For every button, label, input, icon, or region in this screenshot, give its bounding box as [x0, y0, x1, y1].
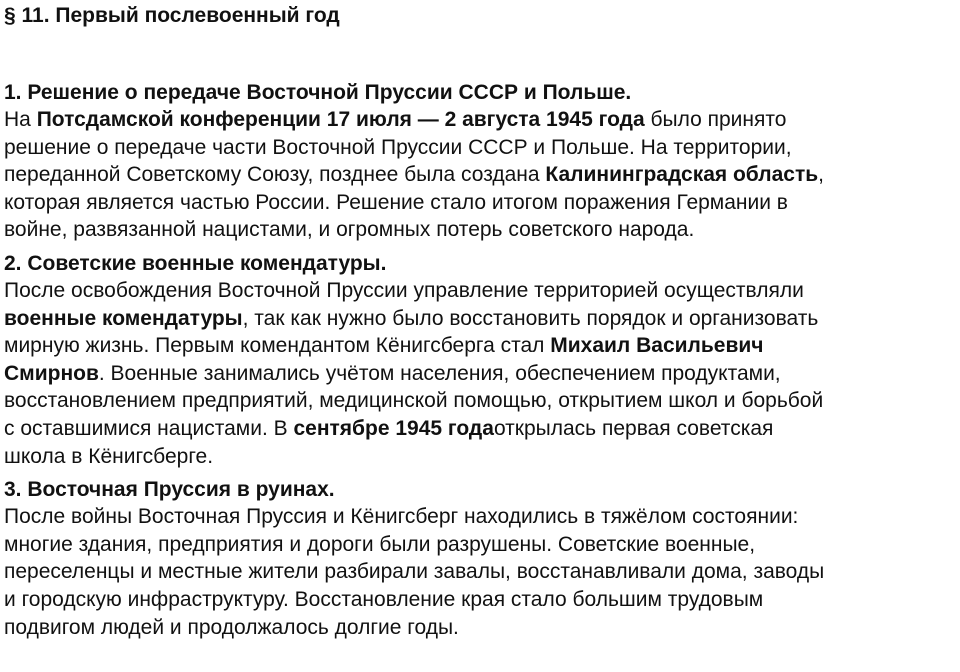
text-run: было принято	[644, 108, 787, 131]
text-run: многие здания, предприятия и дороги были разрушены. Советские военные,	[4, 532, 756, 556]
bold-term: Михаил Васильевич	[550, 334, 764, 358]
text-run: восстановлением предприятий, медицинской помощью, открытием школ и борьбой	[4, 389, 824, 413]
text-run: подвигом людей и продолжалось долгие годы.	[4, 615, 459, 639]
section-2	[4, 250, 960, 470]
text-line	[4, 305, 960, 333]
bold-term: Калининградская область	[545, 163, 819, 187]
text-line	[4, 106, 960, 134]
text-line	[4, 387, 960, 415]
section-3	[4, 476, 960, 641]
section-heading: 1. Решение о передаче Восточной Пруссии СССР и Польше.	[4, 81, 632, 104]
text-line	[4, 189, 960, 217]
section-body	[4, 503, 960, 641]
text-line	[4, 360, 960, 388]
text-run: На	[4, 108, 37, 131]
text-run: школа в Кёнигсберге.	[4, 444, 214, 468]
section-body	[4, 106, 960, 244]
text-line	[4, 161, 960, 189]
text-run: которая является частью России. Решение стало итогом поражения Германии в	[4, 190, 788, 214]
section-body	[4, 277, 960, 470]
text-run: открылась первая советская	[493, 416, 774, 440]
bold-term: Потсдамской конференции 17 июля — 2 августа 1945 года	[36, 108, 645, 131]
text-line	[4, 531, 960, 559]
text-run: мирную жизнь. Первым комендантом Кёнигсберга стал	[4, 334, 551, 358]
text-line	[4, 216, 960, 244]
text-line	[4, 503, 960, 531]
text-line	[4, 558, 960, 586]
section-heading: 2. Советские военные комендатуры.	[4, 251, 387, 275]
text-line	[4, 415, 960, 443]
text-run: и городскую инфраструктуру. Восстановление края стало большим трудовым	[4, 587, 764, 611]
page-title: § 11. Первый послевоенный год	[4, 4, 340, 27]
text-line	[4, 134, 960, 162]
sections-container	[4, 79, 960, 641]
text-run: с оставшимися нацистами. В	[4, 416, 294, 440]
text-line	[4, 332, 960, 360]
text-line	[4, 614, 960, 642]
text-run: После освобождения Восточной Пруссии управление территорией осуществляли	[4, 278, 804, 302]
bold-term: Смирнов	[4, 361, 99, 385]
text-line	[4, 277, 960, 305]
text-run: ,	[818, 163, 824, 187]
text-run: , так как нужно было восстановить порядок и организовать	[242, 306, 819, 330]
text-run: переданной Советскому Союзу, позднее была создана	[4, 163, 546, 187]
section-1	[4, 79, 960, 244]
text-run: решение о передаче части Восточной Пруссии СССР и Польше. На территории,	[4, 135, 792, 159]
bold-term: военные комендатуры	[4, 306, 243, 330]
text-run: войне, развязанной нацистами, и огромных потерь советского народа.	[4, 218, 695, 242]
text-run: . Военные занимались учётом населения, обеспечением продуктами,	[98, 361, 781, 385]
text-run: переселенцы и местные жители разбирали завалы, восстанавливали дома, заводы	[4, 560, 825, 584]
text-run: После войны Восточная Пруссия и Кёнигсберг находились в тяжёлом состоянии:	[4, 505, 799, 529]
text-line	[4, 443, 960, 471]
bold-term: сентябре 1945 года	[293, 416, 494, 440]
text-line	[4, 586, 960, 614]
section-heading: 3. Восточная Пруссия в руинах.	[4, 478, 335, 502]
